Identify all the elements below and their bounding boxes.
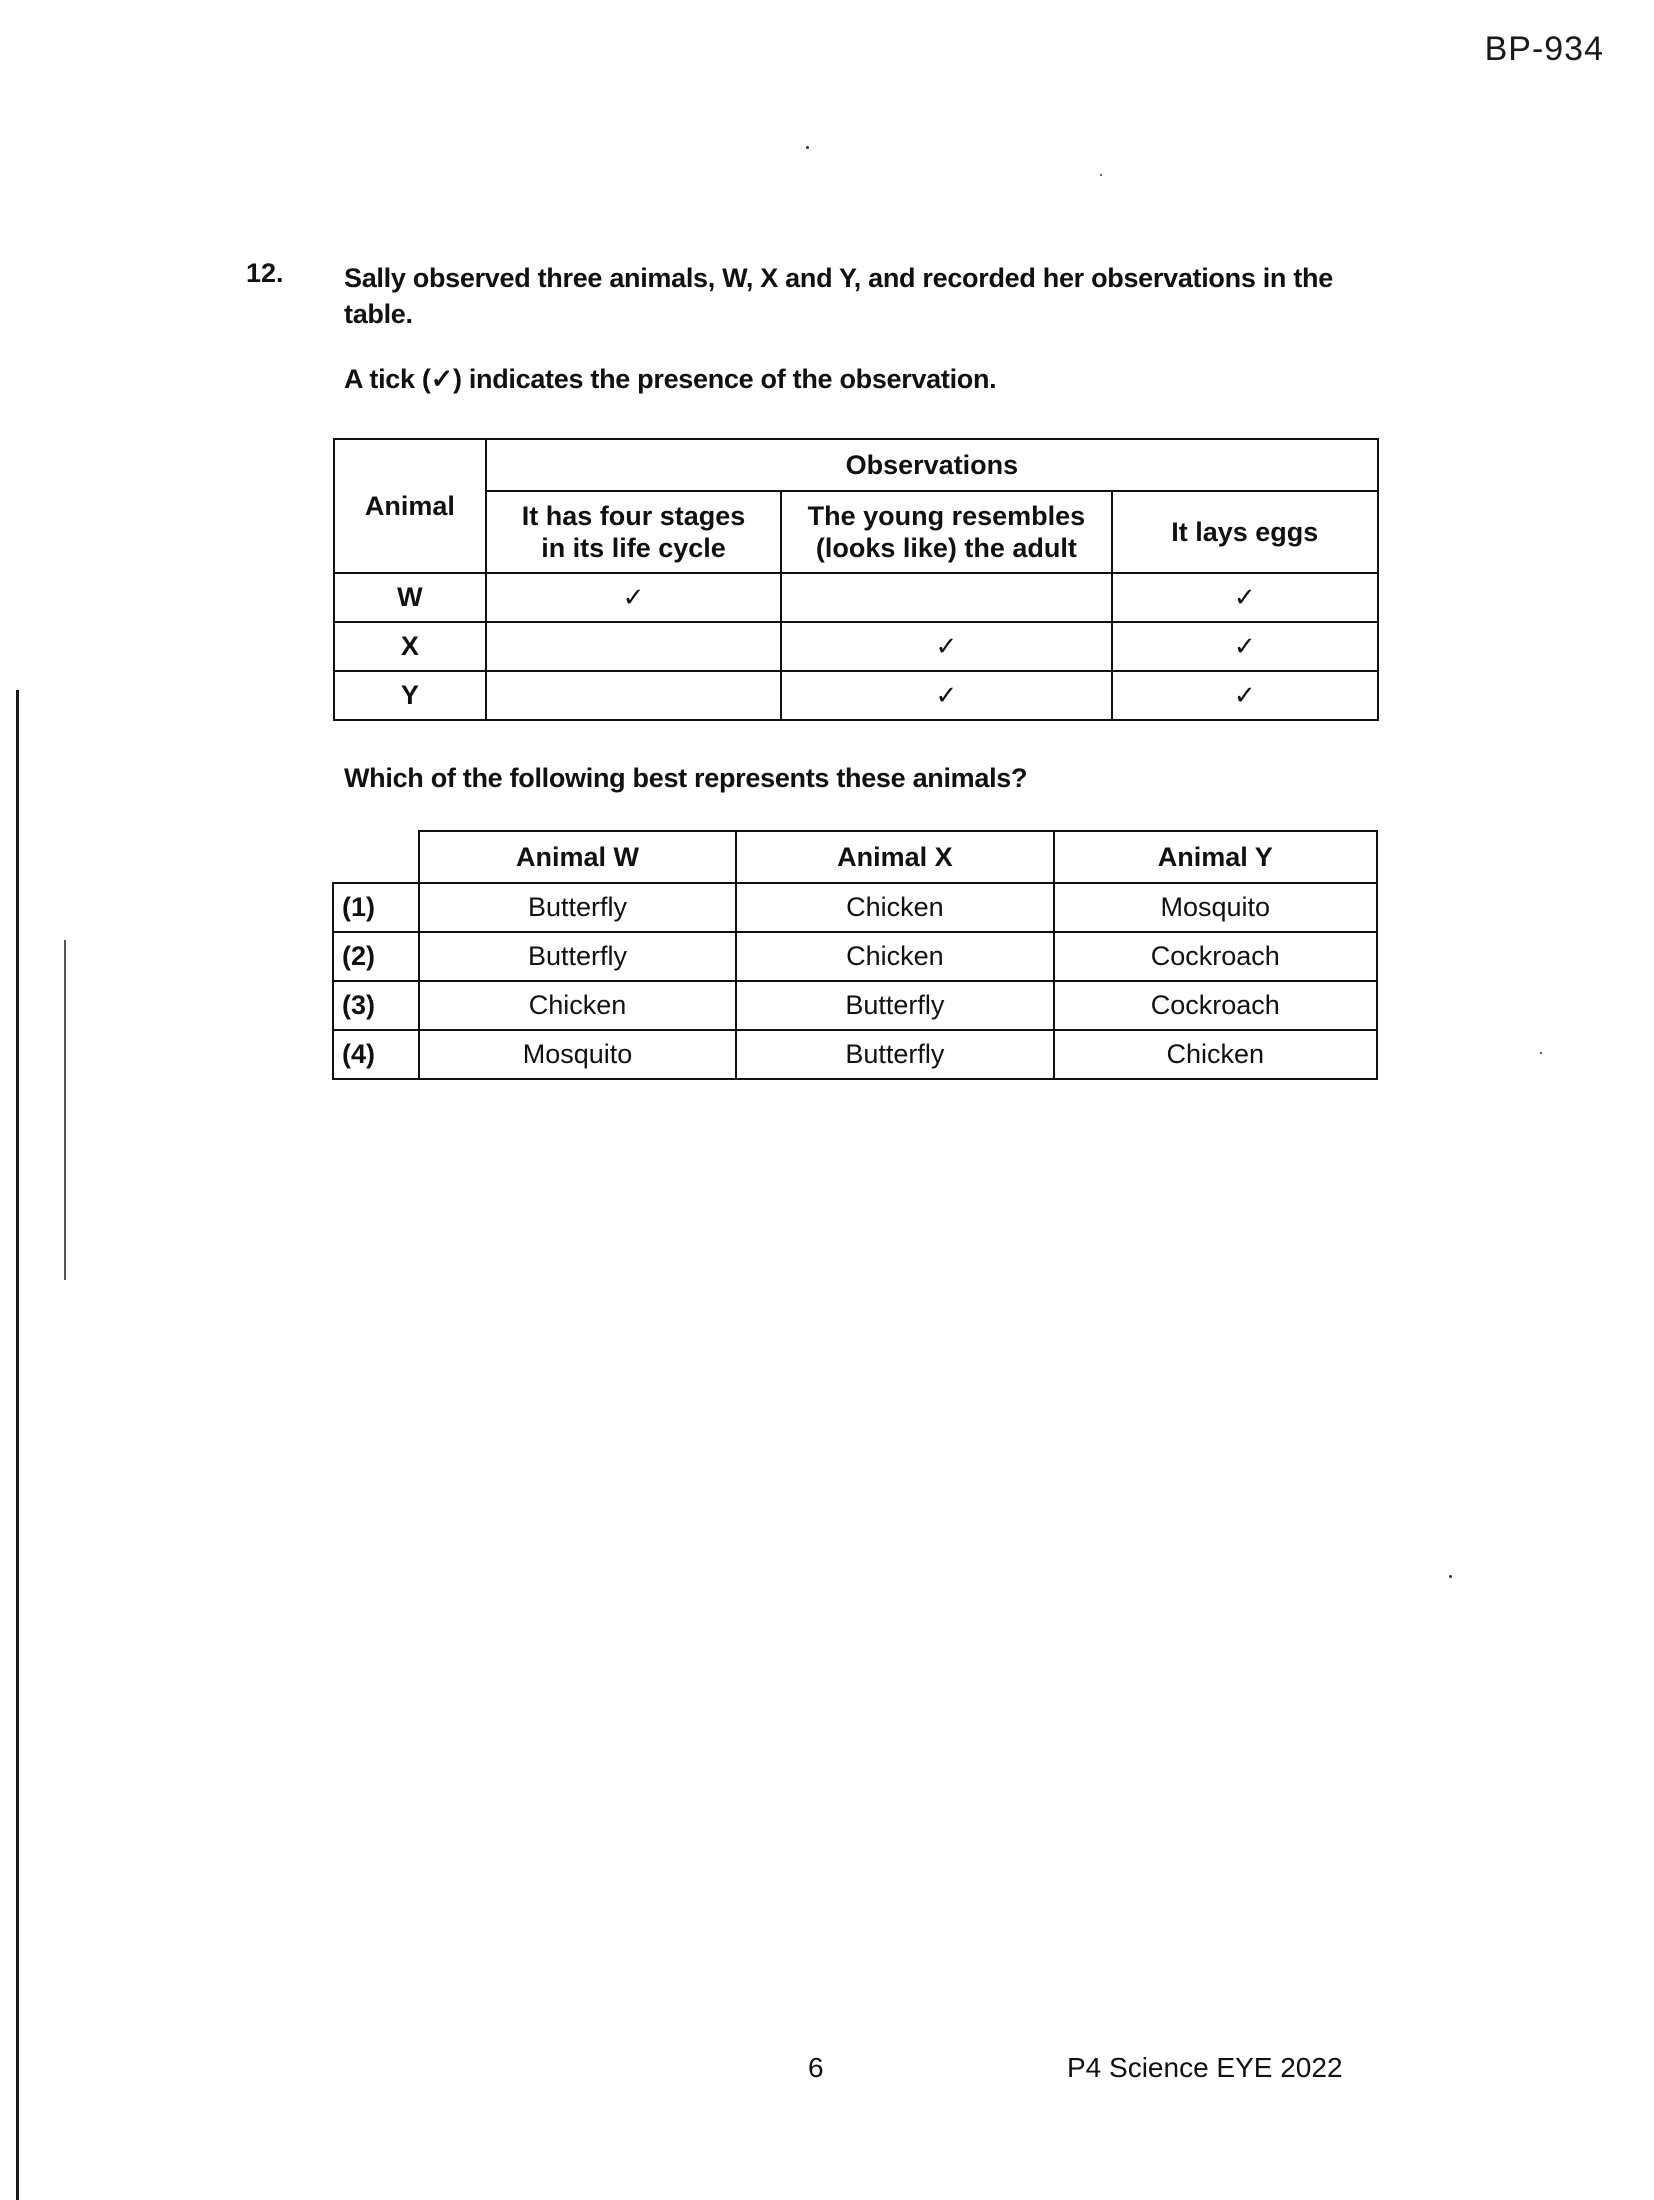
answer-option-row[interactable] bbox=[333, 981, 1377, 1030]
scan-edge-line bbox=[64, 940, 66, 1280]
option-cell: Chicken bbox=[1054, 1030, 1377, 1079]
animal-label: Y bbox=[334, 671, 486, 720]
option-cell: Butterfly bbox=[419, 932, 736, 981]
table-row bbox=[334, 671, 1378, 720]
option-cell: Butterfly bbox=[736, 981, 1053, 1030]
scan-speck bbox=[1100, 174, 1102, 176]
option-cell: Butterfly bbox=[736, 1030, 1053, 1079]
footer-label: P4 Science EYE 2022 bbox=[1067, 2052, 1343, 2083]
blank-corner-cell bbox=[333, 831, 419, 883]
scan-speck bbox=[1540, 1052, 1542, 1054]
option-column-header: Animal Y bbox=[1054, 831, 1377, 883]
option-column-header: Animal W bbox=[419, 831, 736, 883]
document-code: BP-934 bbox=[1484, 30, 1604, 68]
animal-label: W bbox=[334, 573, 486, 622]
answer-option-row[interactable] bbox=[333, 883, 1377, 932]
option-cell: Butterfly bbox=[419, 883, 736, 932]
question-text: Sally observed three animals, W, X and Y, and recorded her observations in the table. bbox=[344, 263, 1333, 329]
observation-table bbox=[333, 438, 1379, 721]
option-number: (2) bbox=[333, 932, 419, 981]
table-row bbox=[334, 622, 1378, 671]
observations-header: Observations bbox=[486, 439, 1378, 491]
tick-cell bbox=[486, 622, 781, 671]
tick-cell bbox=[486, 671, 781, 720]
option-cell: Chicken bbox=[736, 932, 1053, 981]
tick-cell: ✓ bbox=[781, 622, 1111, 671]
options-table bbox=[332, 830, 1378, 1080]
animal-header: Animal bbox=[334, 439, 486, 573]
header-line: It has four stages bbox=[521, 501, 746, 531]
observation-column-header bbox=[781, 491, 1111, 573]
tick-cell: ✓ bbox=[1112, 622, 1378, 671]
header-line: It lays eggs bbox=[1171, 517, 1319, 547]
option-number: (4) bbox=[333, 1030, 419, 1079]
table-row bbox=[334, 573, 1378, 622]
header-line: (looks like) the adult bbox=[815, 533, 1077, 563]
answer-option-row[interactable] bbox=[333, 1030, 1377, 1079]
question-prompt: Which of the following best represents these animals? bbox=[344, 763, 1028, 793]
option-cell: Mosquito bbox=[1054, 883, 1377, 932]
page-number: 6 bbox=[808, 2052, 824, 2083]
option-cell: Cockroach bbox=[1054, 981, 1377, 1030]
option-number: (1) bbox=[333, 883, 419, 932]
option-number: (3) bbox=[333, 981, 419, 1030]
question-number: 12. bbox=[246, 258, 284, 288]
tick-cell: ✓ bbox=[486, 573, 781, 622]
tick-cell: ✓ bbox=[1112, 573, 1378, 622]
animal-label: X bbox=[334, 622, 486, 671]
option-cell: Chicken bbox=[419, 981, 736, 1030]
tick-cell: ✓ bbox=[1112, 671, 1378, 720]
scan-speck bbox=[1449, 1575, 1452, 1578]
option-cell: Mosquito bbox=[419, 1030, 736, 1079]
option-cell: Cockroach bbox=[1054, 932, 1377, 981]
header-line: The young resembles bbox=[807, 501, 1086, 531]
header-line: in its life cycle bbox=[541, 533, 726, 563]
question-note: A tick (✓) indicates the presence of the observation. bbox=[344, 364, 997, 394]
scan-edge-line bbox=[16, 690, 19, 2200]
tick-cell bbox=[781, 573, 1111, 622]
tick-cell: ✓ bbox=[781, 671, 1111, 720]
observation-column-header bbox=[486, 491, 781, 573]
scan-speck bbox=[806, 146, 809, 149]
option-cell: Chicken bbox=[736, 883, 1053, 932]
observation-column-header bbox=[1112, 491, 1378, 573]
answer-option-row[interactable] bbox=[333, 932, 1377, 981]
option-column-header: Animal X bbox=[736, 831, 1053, 883]
